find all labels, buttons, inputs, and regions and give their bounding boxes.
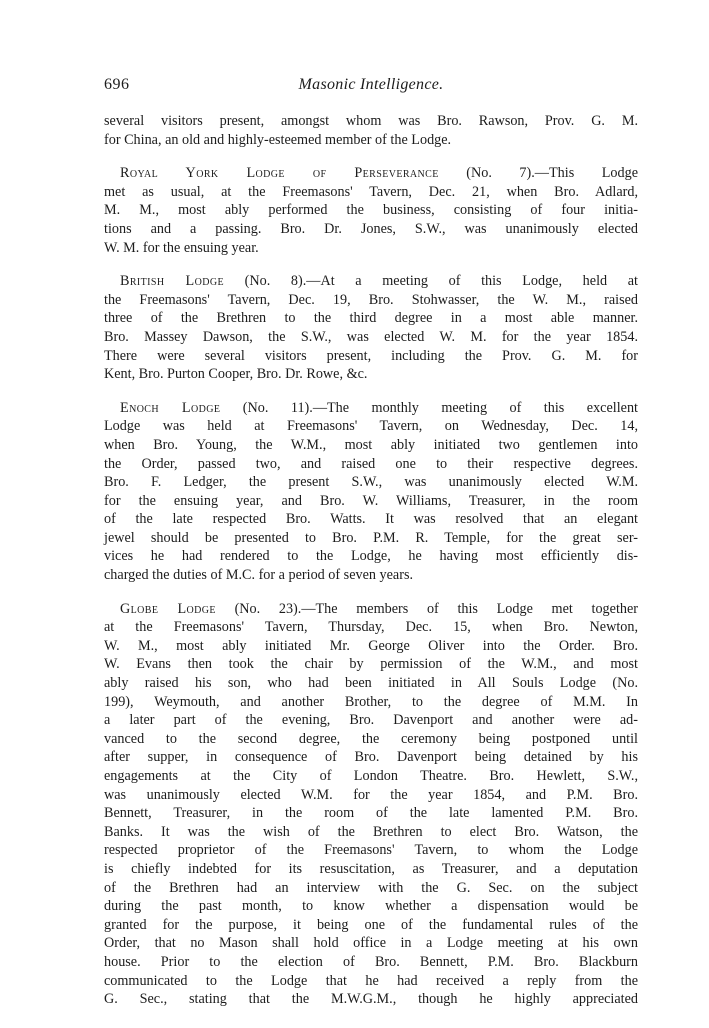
text-line: was unanimously elected W.M. for the year 1854, and P.M. Bro. xyxy=(104,786,638,803)
text-line: Banks. It was the wish of the Brethren to elect Bro. Watson, the xyxy=(104,823,638,840)
text-line: is chiefly indebted for its resuscitation, as Treasurer, and a deputation xyxy=(104,860,638,877)
paragraph-british-lodge xyxy=(104,272,638,384)
text-line: granted for the purpose, it being one of the fundamental rules of the xyxy=(104,916,638,933)
text-line: during the past month, to know whether a dispensation would be xyxy=(104,898,638,915)
text-line: 199), Weymouth, and another Brother, to the degree of M.M. In xyxy=(104,693,638,710)
text-line: three of the Brethren to the third degree in a most able manner. xyxy=(104,310,638,327)
text-line: met as usual, at the Freemasons' Tavern, Dec. 21, when Bro. Adlard, xyxy=(104,183,638,200)
text-line: engagements at the City of London Theatre. Bro. Hewlett, S.W., xyxy=(104,768,638,784)
page-number: 696 xyxy=(104,76,130,93)
lodge-heading: British Lodge xyxy=(120,273,224,290)
running-title: Masonic Intelligence. xyxy=(298,76,444,93)
lodge-heading: Globe Lodge xyxy=(120,600,216,617)
text-line: of the late respected Bro. Watts. It was resolved that an elegant xyxy=(104,511,638,528)
text-line: the Order, passed two, and raised one to their respective degrees. xyxy=(104,455,638,472)
paragraph-continuation xyxy=(104,112,638,149)
text-line: the Freemasons' Tavern, Dec. 19, Bro. Stohwasser, the W. M., raised xyxy=(104,291,638,308)
text-line: Enoch Lodge (No. 11).—The monthly meeting of this excellent xyxy=(120,399,638,416)
text-line: when Bro. Young, the W.M., most ably initiated two gentlemen into xyxy=(104,436,638,453)
paragraph-royal-york-lodge xyxy=(104,164,638,257)
text-line: Order, that no Mason shall hold office in a Lodge meeting at his own xyxy=(104,935,638,952)
text-line: communicated to the Lodge that he had received a reply from the xyxy=(104,972,638,989)
text-line: of the Brethren had an interview with the G. Sec. on the subject xyxy=(104,879,638,896)
text-line: respected proprietor of the Freemasons' Tavern, to whom the Lodge xyxy=(104,842,638,859)
text-line: W. Evans then took the chair by permission of the W.M., and most xyxy=(104,656,638,673)
text-line: for the ensuing year, and Bro. W. Williams, Treasurer, in the room xyxy=(104,492,638,509)
paragraph-globe-lodge xyxy=(104,600,638,1009)
text-line: house. Prior to the election of Bro. Bennett, P.M. Bro. Blackburn xyxy=(104,953,638,970)
text-line: ably raised his son, who had been initiated in All Souls Lodge (No. xyxy=(104,675,638,692)
lodge-heading: Enoch Lodge xyxy=(120,399,221,416)
paragraph-enoch-lodge xyxy=(104,399,638,585)
text-line: Bennett, Treasurer, in the room of the late lamented P.M. Bro. xyxy=(104,805,638,822)
text-line: G. Sec., stating that the M.W.G.M., though he highly appreciated xyxy=(104,991,638,1008)
text-line: jewel should be presented to Bro. P.M. R. Temple, for the great ser- xyxy=(104,529,638,546)
text-line: for China, an old and highly-esteemed member of the Lodge. xyxy=(104,131,452,148)
text-line: Kent, Bro. Purton Cooper, Bro. Dr. Rowe, &c. xyxy=(104,366,368,383)
text-line: tions and a passing. Bro. Dr. Jones, S.W., was unanimously elected xyxy=(104,220,638,237)
text-line: vices he had rendered to the Lodge, he having most efficiently dis- xyxy=(104,548,638,565)
text-line: Bro. Massey Dawson, the S.W., was elected W. M. for the year 1854. xyxy=(104,328,638,345)
running-head xyxy=(104,76,638,98)
text-line: British Lodge (No. 8).—At a meeting of this Lodge, held at xyxy=(120,273,638,290)
lodge-heading: Royal York Lodge of Perseverance xyxy=(120,165,439,182)
text-line: charged the duties of M.C. for a period of seven years. xyxy=(104,567,414,584)
text-line: after supper, in consequence of Bro. Davenport being detained by his xyxy=(104,749,638,766)
text-line: W. M., most ably initiated Mr. George Oliver into the Order. Bro. xyxy=(104,637,638,654)
article-body xyxy=(104,112,638,1024)
text-line: several visitors present, amongst whom was Bro. Rawson, Prov. G. M. xyxy=(104,113,638,129)
text-line: W. M. for the ensuing year. xyxy=(104,239,259,256)
text-line: a later part of the evening, Bro. Davenport and another were ad- xyxy=(104,712,638,729)
text-line: Royal York Lodge of Perseverance (No. 7).—This Lodge xyxy=(120,165,638,182)
text-line: M. M., most ably performed the business, consisting of four initia- xyxy=(104,202,638,219)
text-line: Lodge was held at Freemasons' Tavern, on Wednesday, Dec. 14, xyxy=(104,418,638,435)
text-line: Bro. F. Ledger, the present S.W., was unanimously elected W.M. xyxy=(104,474,638,491)
text-line: Globe Lodge (No. 23).—The members of this Lodge met together xyxy=(120,600,639,617)
text-line: vanced to the second degree, the ceremony being postponed until xyxy=(104,730,638,747)
text-line: at the Freemasons' Tavern, Thursday, Dec. 15, when Bro. Newton, xyxy=(104,619,638,636)
text-line: There were several visitors present, including the Prov. G. M. for xyxy=(104,347,638,364)
